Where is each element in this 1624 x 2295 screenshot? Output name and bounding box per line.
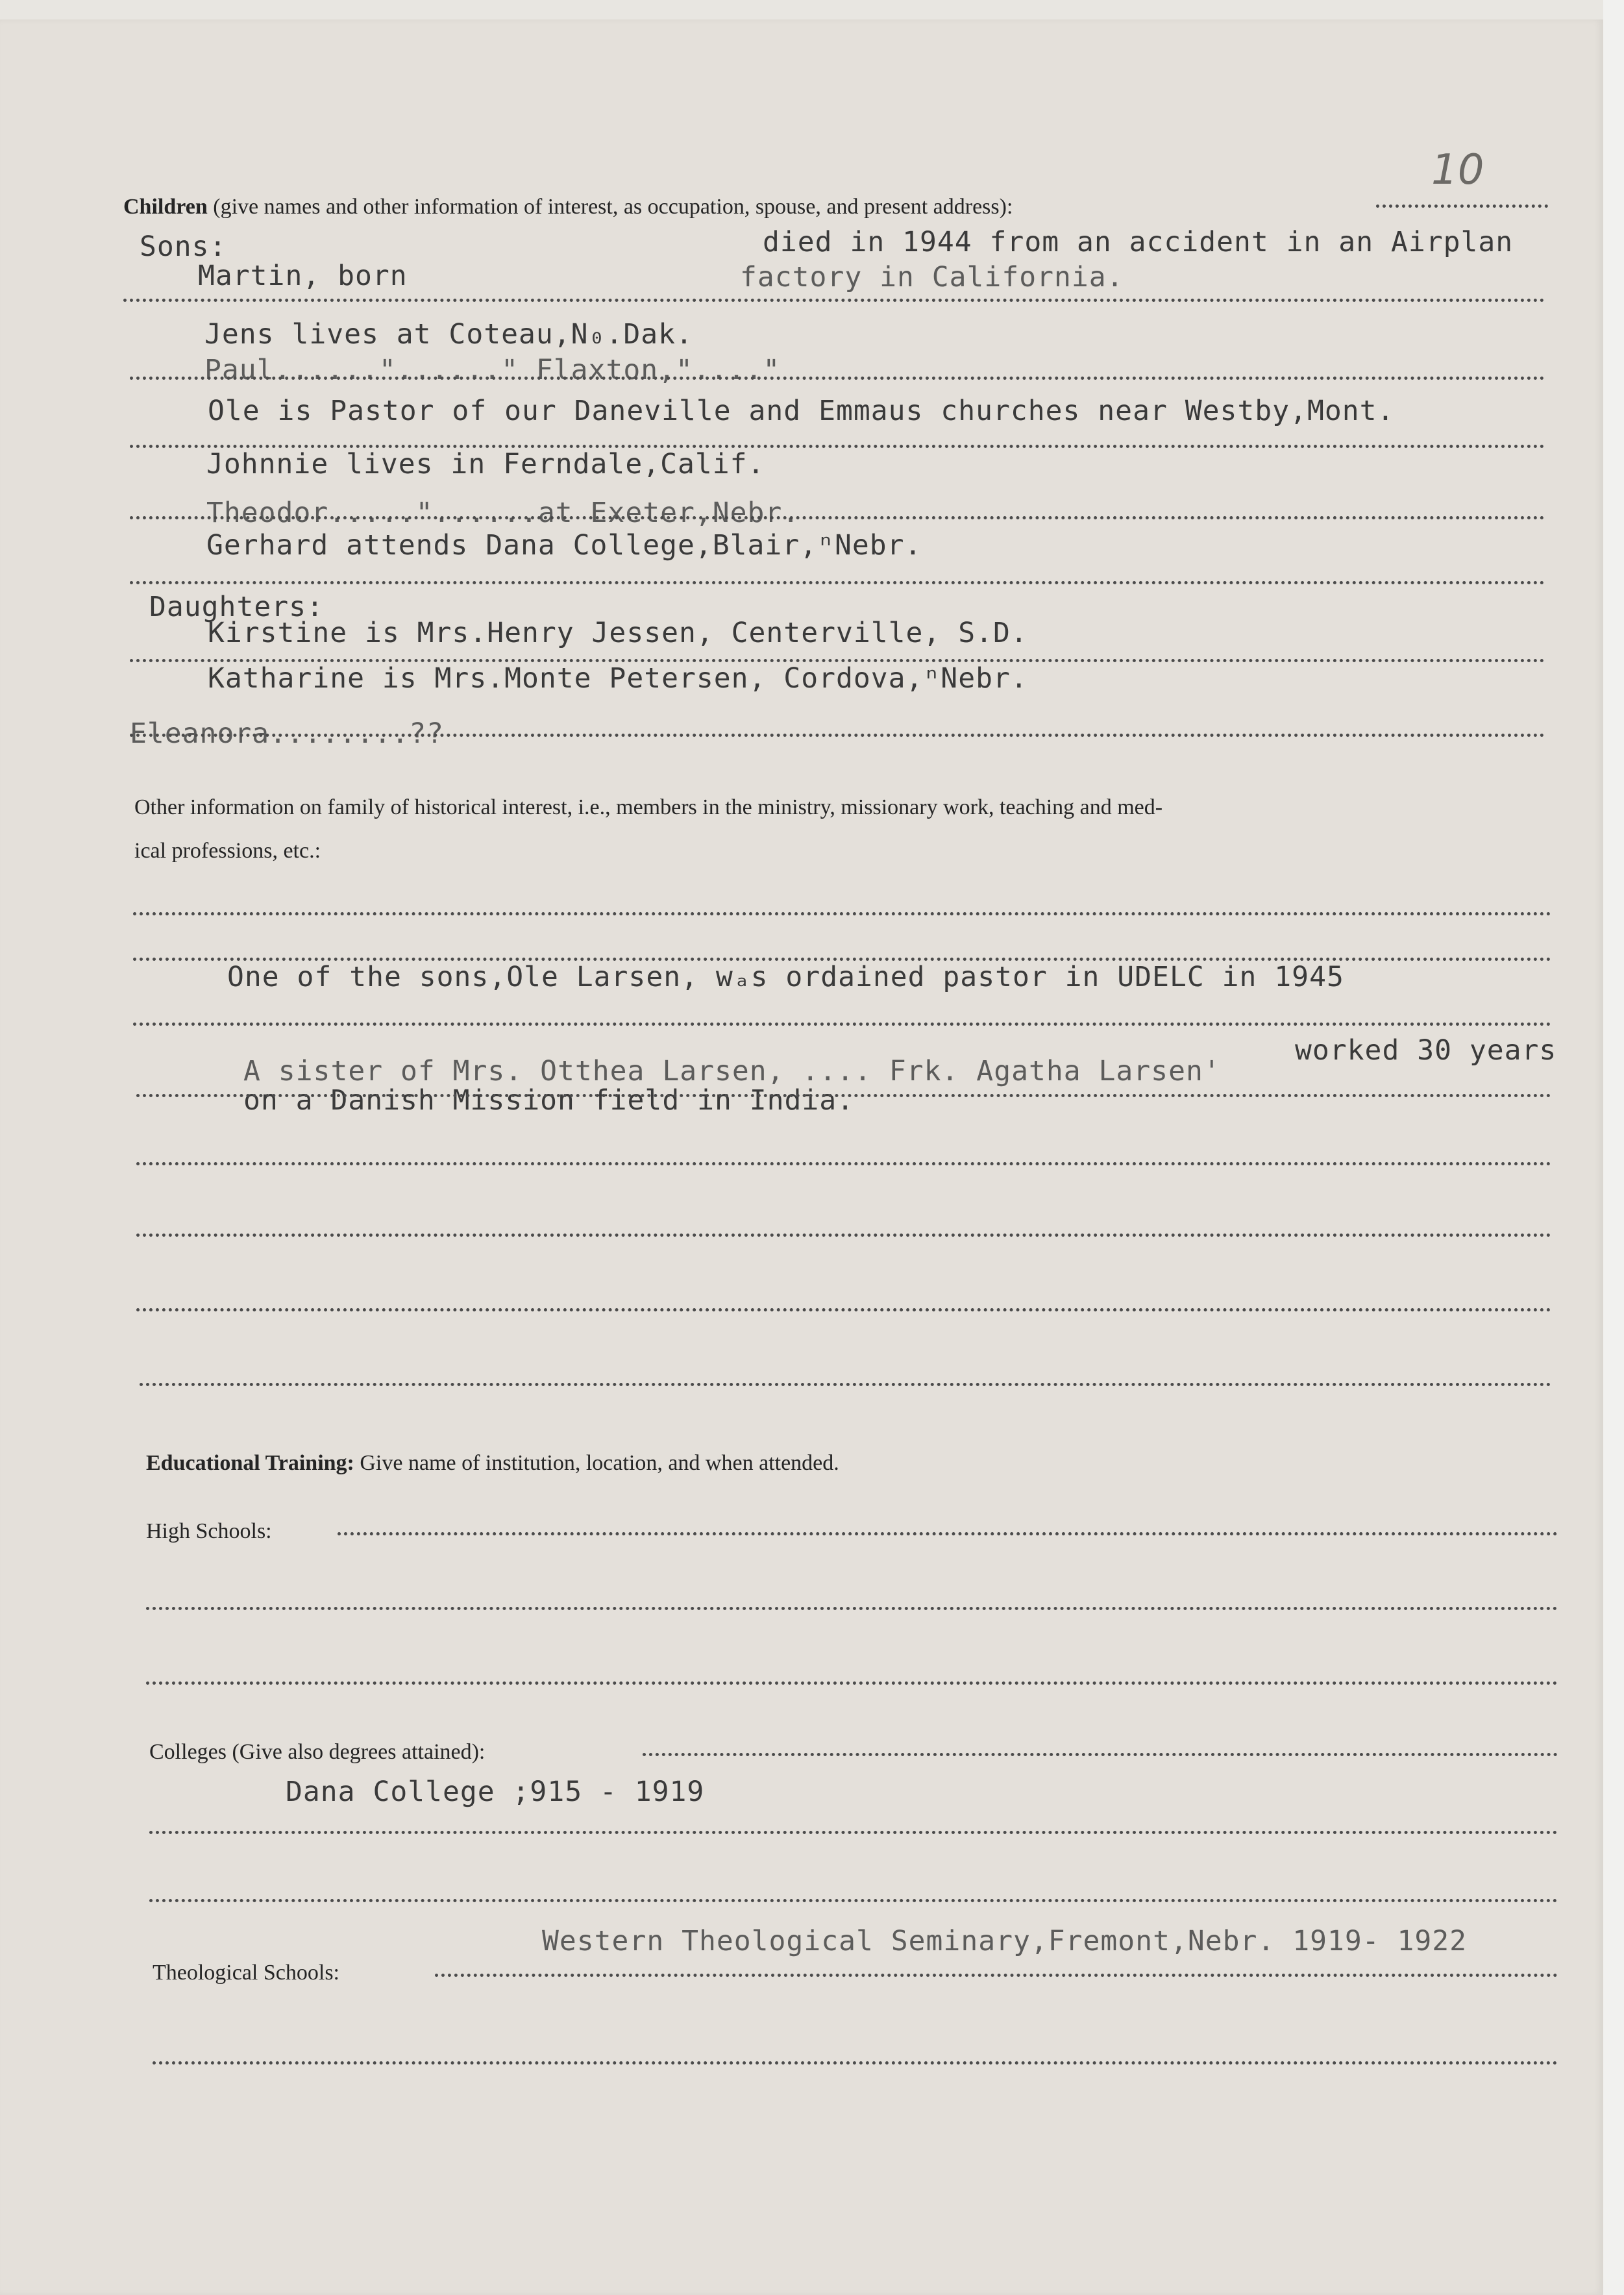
college-entry: Dana College ;915 - 1919 bbox=[286, 1776, 705, 1808]
dotted-line bbox=[338, 1532, 1558, 1535]
page-edge bbox=[1603, 0, 1624, 2295]
dotted-line bbox=[130, 734, 1545, 737]
dotted-line bbox=[130, 581, 1545, 584]
other-info-entry-2a: A sister of Mrs. Otthea Larsen, .... Frk. Agatha Larsen' bbox=[243, 1055, 1221, 1087]
children-label-bold: Children bbox=[123, 195, 208, 219]
dotted-line bbox=[643, 1753, 1558, 1756]
dotted-line bbox=[1376, 205, 1548, 208]
eleanora-entry: Eleanora........?? bbox=[130, 717, 444, 750]
jens-entry: Jens lives at Coteau,N₀.Dak. bbox=[204, 318, 693, 351]
katharine-entry: Katharine is Mrs.Monte Petersen, Cordova,ⁿNebr. bbox=[208, 662, 1028, 695]
dotted-line bbox=[123, 299, 1545, 302]
theodor-entry: Theodor....."......at Exeter,Nebr. bbox=[206, 497, 800, 529]
form-page bbox=[0, 19, 1603, 2295]
dotted-line bbox=[136, 1094, 1551, 1097]
johnnie-entry: Johnnie lives in Ferndale,Calif. bbox=[206, 448, 765, 480]
other-info-label-2: ical professions, etc.: bbox=[134, 839, 321, 863]
dotted-line bbox=[133, 912, 1551, 915]
dotted-line bbox=[149, 1899, 1558, 1902]
other-info-entry-2b: worked 30 years bbox=[1295, 1034, 1557, 1067]
martin-note-2: factory in California. bbox=[740, 261, 1124, 293]
dotted-line bbox=[153, 2061, 1558, 2065]
other-info-label-1: Other information on family of historical interest, i.e., members in the ministry, missionary work, teaching and med- bbox=[134, 795, 1163, 819]
dotted-line bbox=[136, 1162, 1551, 1165]
paul-entry: Paul......"......" Flaxton,"...." bbox=[204, 354, 781, 386]
education-heading-bold: Educational Training: bbox=[146, 1451, 354, 1475]
dotted-line bbox=[133, 1023, 1551, 1026]
dotted-line bbox=[146, 1681, 1558, 1685]
education-heading bbox=[146, 1451, 839, 1476]
other-info-entry-1: One of the sons,Ole Larsen, wₐs ordained pastor in UDELC in 1945 bbox=[227, 961, 1344, 993]
other-info-entry-2c: on a Danish Mission field in India. bbox=[243, 1084, 855, 1117]
dotted-line bbox=[435, 1974, 1558, 1977]
daughters-heading: Daughters: bbox=[149, 591, 324, 623]
martin-entry: Martin, born bbox=[198, 260, 408, 292]
dotted-line bbox=[130, 377, 1545, 380]
dotted-line bbox=[136, 1308, 1551, 1311]
page-number: 10 bbox=[1431, 146, 1484, 194]
high-schools-label: High Schools: bbox=[146, 1519, 272, 1543]
colleges-label: Colleges (Give also degrees attained): bbox=[149, 1740, 486, 1764]
education-heading-rest: Give name of institution, location, and when attended. bbox=[360, 1451, 839, 1475]
dotted-line bbox=[146, 1607, 1558, 1610]
theological-schools-label: Theological Schools: bbox=[153, 1961, 340, 1985]
dotted-line bbox=[140, 1383, 1551, 1386]
martin-note: died in 1944 from an accident in an Airplan bbox=[763, 226, 1514, 258]
dotted-line bbox=[136, 1234, 1551, 1237]
children-instruction: (give names and other information of interest, as occupation, spouse, and present address): bbox=[213, 195, 1013, 219]
theological-entry: Western Theological Seminary,Fremont,Nebr. 1919- 1922 bbox=[542, 1925, 1468, 1957]
ole-entry: Ole is Pastor of our Daneville and Emmaus churches near Westby,Mont. bbox=[208, 395, 1395, 427]
dotted-line bbox=[149, 1831, 1558, 1834]
sons-heading: Sons: bbox=[140, 230, 227, 263]
kirstine-entry: Kirstine is Mrs.Henry Jessen, Centerville, S.D. bbox=[208, 617, 1028, 649]
children-label bbox=[123, 195, 1013, 219]
gerhard-entry: Gerhard attends Dana College,Blair,ⁿNebr. bbox=[206, 529, 922, 562]
